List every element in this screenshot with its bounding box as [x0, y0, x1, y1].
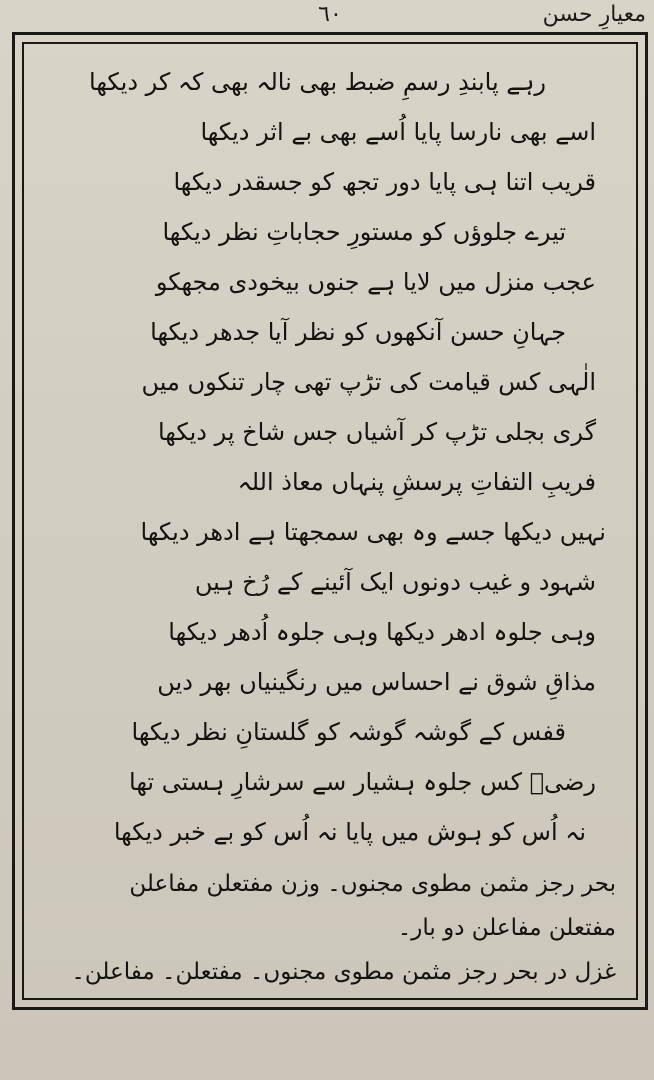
- poem-line: الٰہی کس قیامت کی تڑپ تھی چار تنکوں میں: [141, 368, 596, 396]
- poem-line: فریبِ التفاتِ پرسشِ پنہاں معاذ اللہ: [237, 468, 596, 496]
- poem-line: گری بجلی تڑپ کر آشیاں جس شاخ پر دیکھا: [157, 418, 596, 446]
- metre-note-line-2: مفتعلن مفاعلن دو بار۔: [397, 915, 616, 941]
- page-header: [0, 0, 654, 36]
- poem-line: جہانِ حسن آنکھوں کو نظر آیا جدھر دیکھا: [150, 318, 566, 346]
- poem-line: قفس کے گوشہ گوشہ کو گلستانِ نظر دیکھا: [131, 718, 566, 746]
- poem-line: مذاقِ شوق نے احساس میں رنگینیاں بھر دیں: [157, 668, 596, 696]
- running-title: معیارِ حسن: [542, 2, 646, 27]
- poem-line: رہے پابندِ رسمِ ضبط بھی نالہ بھی کہ کر دیکھا: [89, 68, 546, 96]
- poem-line: شہود و غیب دونوں ایک آئینے کے رُخ ہیں: [194, 568, 596, 596]
- poem-line: رضیؔ کس جلوہ ہشیار سے سرشارِ ہستی تھا: [129, 768, 596, 796]
- metre-note-line-1: بحر رجز مثمن مطوی مجنوں۔ وزن مفتعلن مفاعلن: [129, 871, 616, 897]
- poem-text-block: [34, 52, 626, 992]
- poem-line: اسے بھی نارسا پایا اُسے بھی بے اثر دیکھا: [200, 118, 596, 146]
- poem-line: تیرے جلوؤں کو مستورِ حجاباتِ نظر دیکھا: [162, 218, 566, 246]
- page-number: ٦٠: [318, 2, 342, 27]
- poem-line: وہی جلوہ ادھر دیکھا وہی جلوہ اُدھر دیکھا: [168, 618, 596, 646]
- poem-line: نہ اُس کو ہوش میں پایا نہ اُس کو بے خبر دیکھا: [113, 818, 586, 846]
- poem-line: عجب منزل میں لایا ہے جنوں بیخودی مجھکو: [155, 268, 596, 296]
- poem-line: قریب اتنا ہی پایا دور تجھ کو جسقدر دیکھا: [173, 168, 596, 196]
- metre-note-line-3: غزل در بحر رجز مثمن مطوی مجنوں۔ مفتعلن۔ مفاعلن۔: [71, 959, 616, 985]
- poem-line: نہیں دیکھا جسے وہ بھی سمجھتا ہے ادھر دیکھا: [140, 518, 606, 546]
